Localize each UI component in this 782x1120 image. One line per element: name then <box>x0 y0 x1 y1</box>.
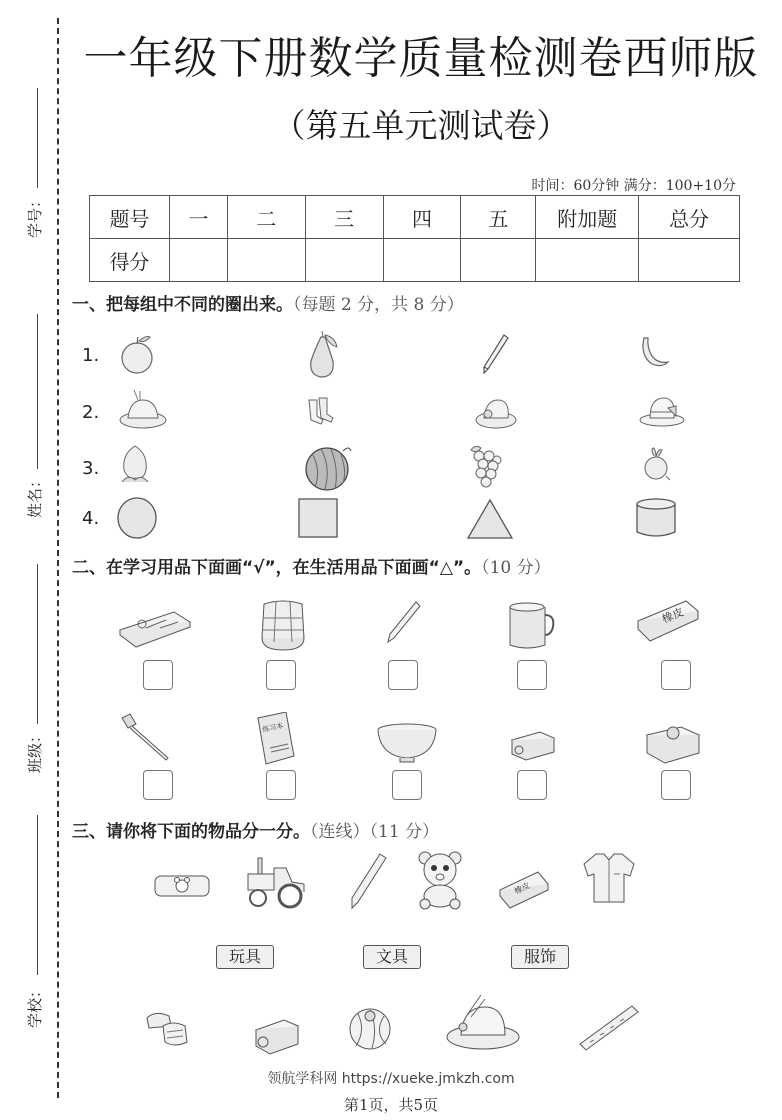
mug-icon[interactable] <box>507 601 557 651</box>
teddy-bear-icon[interactable] <box>415 850 465 910</box>
peach-icon[interactable] <box>118 442 152 486</box>
header-cell: 总分 <box>639 196 740 239</box>
section1-title-text: 一、把每组中不同的圈出来。 <box>72 295 293 315</box>
section2-points: （10 分） <box>481 558 551 578</box>
category-stationery[interactable]: 文具 <box>363 945 421 969</box>
grapes-icon[interactable] <box>467 442 503 490</box>
svg-text:橡皮: 橡皮 <box>513 880 532 896</box>
student-id-line[interactable] <box>37 88 38 188</box>
category-clothing[interactable]: 服饰 <box>511 945 569 969</box>
watermelon-icon[interactable] <box>303 443 355 491</box>
school-label: 学校： <box>26 982 45 1029</box>
apple-icon[interactable] <box>118 333 158 375</box>
radish-icon[interactable] <box>640 446 672 482</box>
answer-box-towel[interactable] <box>266 660 296 690</box>
pencil-icon[interactable] <box>348 852 388 910</box>
eraser-icon[interactable] <box>636 599 700 645</box>
towel-icon[interactable] <box>258 598 308 652</box>
score-table-score-row <box>90 239 740 282</box>
header-cell: 附加题 <box>536 196 639 239</box>
answer-box-tissue-box[interactable] <box>661 770 691 800</box>
answer-box-bowl[interactable] <box>392 770 422 800</box>
score-cell[interactable] <box>227 239 305 282</box>
feather-hat-icon[interactable] <box>118 388 168 430</box>
bow-hat-icon[interactable] <box>638 392 686 428</box>
score-cell[interactable] <box>305 239 383 282</box>
square-shape-icon[interactable] <box>297 497 339 539</box>
name-line[interactable] <box>37 314 38 469</box>
score-table-header-row <box>90 196 740 239</box>
header-cell: 四 <box>383 196 461 239</box>
score-cell[interactable] <box>383 239 461 282</box>
tissue-box-icon[interactable] <box>645 723 701 765</box>
header-cell: 五 <box>461 196 536 239</box>
section3-points: （连线）（11 分） <box>310 822 440 842</box>
school-line[interactable] <box>37 815 38 975</box>
answer-box-mug[interactable] <box>517 660 547 690</box>
name-label: 姓名： <box>26 472 45 519</box>
answer-box-exercise-book[interactable] <box>266 770 296 800</box>
shoes-icon[interactable] <box>145 1008 189 1050</box>
header-cell: 一 <box>169 196 227 239</box>
row-number: 4. <box>82 508 100 529</box>
section1-points: （每题 2 分，共 8 分） <box>293 295 464 315</box>
score-cell[interactable] <box>639 239 740 282</box>
flower-hat-icon[interactable] <box>474 392 518 430</box>
score-cell[interactable] <box>461 239 536 282</box>
page-subtitle: （第五单元测试卷） <box>272 106 570 145</box>
row-number: 3. <box>82 458 100 479</box>
pear-icon[interactable] <box>303 331 345 379</box>
page-number: 第1页，共5页 <box>343 1096 439 1114</box>
toothbrush-icon[interactable] <box>118 712 172 762</box>
triangle-shape-icon[interactable] <box>466 498 514 540</box>
sharpener-icon[interactable] <box>254 1016 300 1056</box>
answer-box-toothbrush[interactable] <box>143 770 173 800</box>
header-cell: 题号 <box>90 196 170 239</box>
section2-title-text: 二、在学习用品下面画“√”，在生活用品下面画“△”。 <box>72 558 482 578</box>
class-line[interactable] <box>37 564 38 724</box>
shirt-icon[interactable] <box>582 852 636 904</box>
svg-text:练习本: 练习本 <box>261 721 284 734</box>
section2-title <box>72 553 551 578</box>
binding-dashed-line <box>57 18 59 1098</box>
exam-meta: 时间：60分钟 满分：100+10分 <box>531 178 736 194</box>
section3-title <box>72 817 439 842</box>
svg-text:橡皮: 橡皮 <box>660 605 686 626</box>
answer-box-sharpener[interactable] <box>517 770 547 800</box>
ruler-icon[interactable] <box>578 1002 640 1054</box>
page-title: 一年级下册数学质量检测卷西师版 <box>83 33 759 84</box>
pencil-case-icon[interactable] <box>116 608 194 648</box>
cylinder-shape-icon[interactable] <box>634 496 678 540</box>
row-number: 2. <box>82 402 100 423</box>
bear-pencil-case-icon[interactable] <box>153 870 211 900</box>
feather-hat-icon[interactable] <box>445 993 521 1051</box>
pencil-icon[interactable] <box>386 600 422 644</box>
answer-box-eraser[interactable] <box>661 660 691 690</box>
score-cell[interactable] <box>536 239 639 282</box>
sharpener-icon[interactable] <box>510 728 556 762</box>
header-cell: 三 <box>305 196 383 239</box>
tractor-icon[interactable] <box>242 852 308 910</box>
answer-box-pencil-case[interactable] <box>143 660 173 690</box>
score-table <box>89 195 740 282</box>
exercise-book-icon[interactable] <box>256 712 296 766</box>
section3-title-text: 三、请你将下面的物品分一分。 <box>72 822 310 842</box>
footer-source: 领航学科网 https://xueke.jmkzh.com <box>267 1071 515 1087</box>
socks-icon[interactable] <box>305 396 335 428</box>
class-label: 班级： <box>26 727 45 774</box>
student-id-label: 学号： <box>26 192 45 239</box>
score-cell[interactable] <box>169 239 227 282</box>
answer-box-pencil[interactable] <box>388 660 418 690</box>
category-toys[interactable]: 玩具 <box>216 945 274 969</box>
ball-icon[interactable] <box>348 1006 392 1052</box>
banana-icon[interactable] <box>638 336 672 370</box>
eraser-icon[interactable] <box>498 870 550 910</box>
section1-title <box>72 290 464 315</box>
row-number: 1. <box>82 345 100 366</box>
row-label: 得分 <box>90 239 170 282</box>
pencil-icon[interactable] <box>480 333 510 375</box>
bowl-icon[interactable] <box>376 722 438 764</box>
header-cell: 二 <box>227 196 305 239</box>
circle-shape-icon[interactable] <box>116 496 158 540</box>
